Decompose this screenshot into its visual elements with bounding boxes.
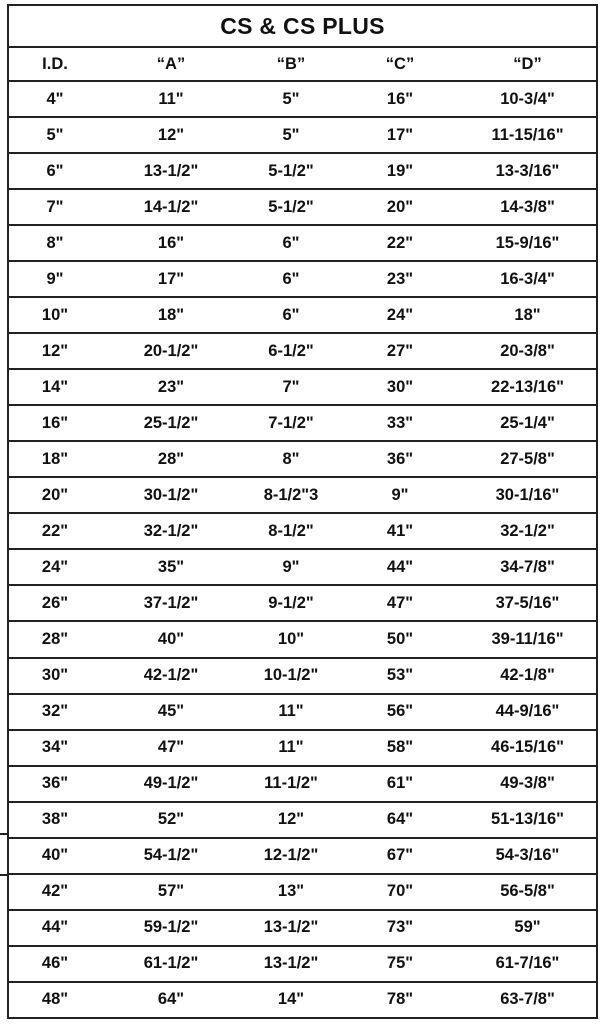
cell-id: 28" — [41, 629, 69, 648]
cell-c: 56" — [386, 702, 414, 721]
cell-a: 13-1/2" — [143, 161, 199, 180]
table-row — [9, 875, 596, 911]
cell-d: 49-3/8" — [500, 774, 555, 793]
cell-b: 5-1/2" — [268, 161, 314, 180]
cell-c: 61" — [386, 774, 414, 793]
margin-tick — [0, 833, 7, 835]
table-row — [9, 659, 596, 695]
cell-id: 8" — [46, 233, 64, 252]
table-row — [9, 803, 596, 839]
cell-d: 10-3/4" — [500, 89, 555, 108]
dimension-table — [7, 4, 598, 1019]
cell-c: 19" — [386, 161, 414, 180]
cell-a: 52" — [157, 810, 185, 829]
table-row — [9, 190, 596, 226]
cell-d: 20-3/8" — [500, 341, 555, 360]
cell-d: 14-3/8" — [500, 197, 555, 216]
column-header-b: “B” — [276, 54, 306, 73]
cell-c: 47" — [386, 593, 414, 612]
cell-id: 6" — [46, 161, 64, 180]
cell-b: 8-1/2"3 — [263, 485, 319, 504]
cell-d: 61-7/16" — [495, 954, 560, 973]
cell-c: 24" — [386, 305, 414, 324]
cell-b: 7" — [282, 377, 300, 396]
cell-c: 33" — [386, 413, 414, 432]
cell-d: 63-7/8" — [500, 990, 555, 1009]
cell-b: 6" — [282, 269, 300, 288]
cell-d: 46-15/16" — [491, 738, 564, 757]
cell-d: 34-7/8" — [500, 557, 555, 576]
cell-c: 64" — [386, 810, 414, 829]
cell-d: 27-5/8" — [500, 449, 555, 468]
column-header-d: “D” — [513, 54, 542, 73]
cell-id: 40" — [41, 846, 69, 865]
cell-a: 16" — [157, 233, 185, 252]
table-row — [9, 695, 596, 731]
table-row — [9, 911, 596, 947]
cell-id: 14" — [41, 377, 69, 396]
cell-id: 34" — [41, 738, 69, 757]
cell-d: 15-9/16" — [495, 233, 560, 252]
cell-d: 13-3/16" — [495, 161, 560, 180]
cell-a: 40" — [157, 629, 185, 648]
cell-c: 70" — [386, 882, 414, 901]
cell-c: 16" — [386, 89, 414, 108]
cell-id: 16" — [41, 413, 69, 432]
table-row — [9, 334, 596, 370]
cell-b: 7-1/2" — [268, 413, 314, 432]
cell-b: 5-1/2" — [268, 197, 314, 216]
cell-id: 36" — [41, 774, 69, 793]
cell-a: 61-1/2" — [143, 954, 199, 973]
cell-id: 44" — [41, 918, 69, 937]
cell-c: 27" — [386, 341, 414, 360]
cell-d: 54-3/16" — [495, 846, 560, 865]
cell-c: 75" — [386, 954, 414, 973]
cell-d: 11-15/16" — [491, 125, 564, 144]
cell-a: 11" — [158, 89, 184, 108]
cell-a: 32-1/2" — [143, 521, 199, 540]
cell-a: 37-1/2" — [143, 593, 199, 612]
cell-d: 37-5/16" — [495, 593, 560, 612]
table-row — [9, 839, 596, 875]
cell-a: 45" — [157, 702, 185, 721]
cell-id: 42" — [41, 882, 69, 901]
cell-id: 7" — [46, 197, 64, 216]
table-row — [9, 947, 596, 983]
cell-b: 11" — [278, 738, 304, 757]
cell-c: 73" — [386, 918, 414, 937]
cell-b: 11" — [278, 702, 304, 721]
cell-b: 14" — [277, 990, 305, 1009]
cell-c: 22" — [386, 233, 414, 252]
table-row — [9, 406, 596, 442]
cell-a: 23" — [157, 377, 185, 396]
cell-a: 28" — [157, 449, 185, 468]
table-title: CS & CS PLUS — [9, 6, 596, 48]
cell-id: 38" — [41, 810, 69, 829]
margin-tick — [0, 874, 7, 876]
cell-id: 30" — [41, 666, 69, 685]
table-row — [9, 767, 596, 803]
cell-b: 5" — [282, 89, 300, 108]
cell-a: 17" — [157, 269, 185, 288]
cell-id: 10" — [41, 305, 69, 324]
column-header-a: “A” — [156, 54, 186, 73]
cell-b: 5" — [282, 125, 300, 144]
cell-d: 16-3/4" — [500, 269, 555, 288]
cell-c: 30" — [386, 377, 414, 396]
cell-id: 18" — [41, 449, 69, 468]
column-header-id: I.D. — [42, 54, 68, 73]
cell-a: 49-1/2" — [143, 774, 199, 793]
cell-a: 42-1/2" — [143, 666, 199, 685]
cell-c: 67" — [386, 846, 414, 865]
cell-b: 10-1/2" — [263, 666, 319, 685]
cell-id: 46" — [41, 954, 69, 973]
cell-b: 6" — [282, 305, 300, 324]
table-row — [9, 731, 596, 767]
table-row — [9, 82, 596, 118]
cell-a: 14-1/2" — [143, 197, 199, 216]
cell-c: 44" — [386, 557, 414, 576]
cell-c: 53" — [386, 666, 414, 685]
cell-a: 30-1/2" — [143, 485, 199, 504]
cell-c: 58" — [386, 738, 414, 757]
cell-id: 4" — [46, 89, 64, 108]
cell-b: 12-1/2" — [263, 846, 319, 865]
cell-b: 12" — [277, 810, 305, 829]
cell-id: 24" — [41, 557, 69, 576]
cell-b: 13-1/2" — [263, 918, 319, 937]
cell-d: 25-1/4" — [500, 413, 555, 432]
cell-a: 12" — [157, 125, 185, 144]
cell-d: 22-13/16" — [491, 377, 564, 396]
cell-d: 18" — [514, 305, 541, 324]
cell-b: 8" — [282, 449, 300, 468]
cell-a: 57" — [157, 882, 185, 901]
cell-id: 5" — [46, 125, 64, 144]
cell-a: 47" — [157, 738, 185, 757]
cell-id: 26" — [41, 593, 69, 612]
cell-b: 8-1/2" — [268, 521, 314, 540]
table-row — [9, 550, 596, 586]
cell-d: 30-1/16" — [495, 485, 560, 504]
cell-b: 13" — [277, 882, 305, 901]
cell-a: 64" — [157, 990, 185, 1009]
cell-id: 20" — [41, 485, 69, 504]
cell-c: 41" — [386, 521, 414, 540]
cell-b: 13-1/2" — [263, 954, 319, 973]
table-row — [9, 262, 596, 298]
cell-b: 9" — [282, 557, 300, 576]
table-row — [9, 118, 596, 154]
cell-id: 9" — [46, 269, 64, 288]
table-row — [9, 514, 596, 550]
cell-id: 48" — [41, 990, 69, 1009]
cell-d: 51-13/16" — [491, 810, 564, 829]
cell-c: 78" — [386, 990, 414, 1009]
table-row — [9, 983, 596, 1017]
cell-d: 32-1/2" — [500, 521, 555, 540]
cell-b: 6-1/2" — [268, 341, 314, 360]
table-row — [9, 226, 596, 262]
cell-c: 36" — [386, 449, 414, 468]
cell-c: 20" — [386, 197, 414, 216]
cell-a: 54-1/2" — [143, 846, 199, 865]
cell-d: 59" — [514, 918, 541, 937]
cell-c: 50" — [386, 629, 414, 648]
cell-a: 35" — [157, 557, 185, 576]
table-row — [9, 478, 596, 514]
table-row — [9, 298, 596, 334]
column-header-c: “C” — [385, 54, 415, 73]
cell-d: 42-1/8" — [500, 666, 555, 685]
cell-d: 56-5/8" — [500, 882, 555, 901]
cell-d: 39-11/16" — [491, 629, 564, 648]
table-header-row — [9, 48, 596, 82]
cell-id: 12" — [41, 341, 69, 360]
table-row — [9, 586, 596, 622]
cell-id: 32" — [41, 702, 69, 721]
cell-c: 23" — [386, 269, 414, 288]
cell-b: 6" — [282, 233, 300, 252]
cell-a: 25-1/2" — [143, 413, 199, 432]
table-row — [9, 370, 596, 406]
cell-c: 9" — [391, 485, 409, 504]
table-row — [9, 622, 596, 658]
cell-b: 9-1/2" — [268, 593, 314, 612]
table-row — [9, 154, 596, 190]
cell-a: 18" — [157, 305, 185, 324]
cell-d: 44-9/16" — [495, 702, 560, 721]
cell-b: 11-1/2" — [264, 774, 318, 793]
cell-b: 10" — [277, 629, 305, 648]
table-row — [9, 442, 596, 478]
cell-a: 20-1/2" — [143, 341, 199, 360]
cell-id: 22" — [41, 521, 69, 540]
cell-a: 59-1/2" — [143, 918, 199, 937]
cell-c: 17" — [386, 125, 414, 144]
